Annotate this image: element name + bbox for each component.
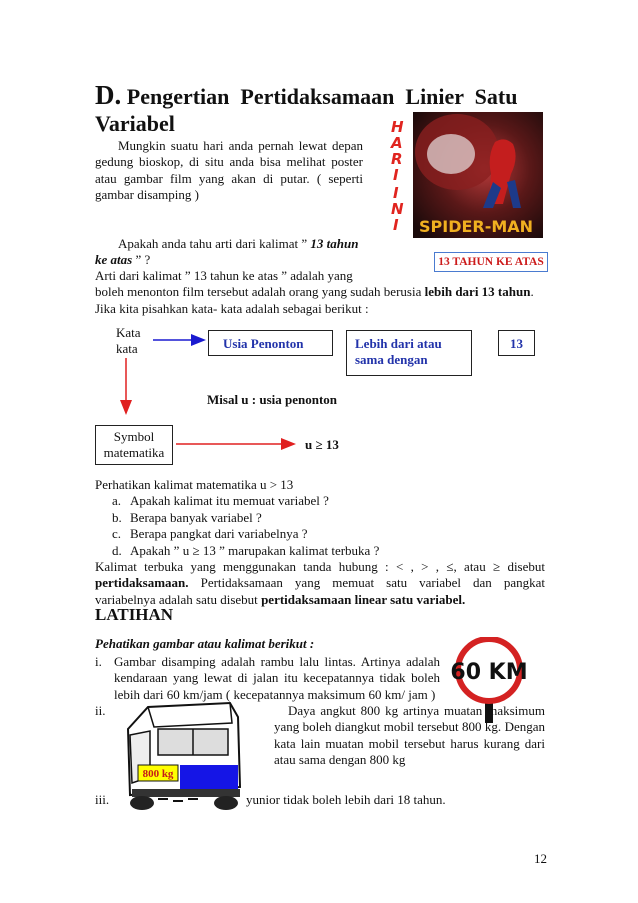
meaning-line2b: lebih dari 13 tahun [424,284,531,300]
age-rating-badge: 13 TAHUN KE ATAS [434,252,548,272]
kata-label: Kata kata [116,325,141,357]
section-title-line1: Pengertian Pertidaksamaan Linier Satu [126,84,518,109]
latihan-item-iii-text: yunior tidak boleh lebih dari 18 tahun. [246,792,446,807]
truck-art [118,699,246,811]
page-number: 12 [534,851,547,866]
definition-term2: pertidaksamaan linear satu variabel. [261,591,466,607]
box-usia-penonton [208,330,333,356]
meaning-line2c: . [530,284,534,300]
box-symbol-matematika [95,425,173,465]
latihan-item-ii-marker: ii. [95,703,106,718]
box-usia-label: Usia Penonton [223,336,304,351]
intro-paragraph: Mungkin suatu hari anda pernah lewat depan gedung bioskop, di situ anda bisa melihat poster atau gambar film yang akan di putar. ( seperti gambar disamping ) [95,138,363,203]
latihan-item-i: i. Gambar disamping adalah rambu lalu lintas. Artinya adalah kendaraan yang lewat di jalan itu kecepatannya tidak boleh lebih dari 60 km/jam ( kecepatannya maksimum 60 km/ jam ) [95,654,440,702]
question-part2: ” ? [132,252,151,268]
symbol-label: Symbol matematika [103,429,165,461]
question-emph2: ke atas [95,252,133,268]
box-lebih-label: Lebih dari atau sama dengan [355,336,442,368]
poster-letter-7: I [393,216,399,234]
question-list [95,493,545,559]
poster-movie-title: SPIDER-MAN [419,217,534,236]
definition-part2: Pertidaksamaan yang memuat satu variabel dan pangkat variabelnya adalah satu disebut [95,575,545,607]
latihan-item-iii-marker: iii. [95,792,110,807]
truck-image [118,699,246,811]
speed-sign-text: 60 KM [450,660,528,685]
meaning-line2a: boleh menonton film tersebut adalah orang yang sudah berusia [95,284,425,300]
poster-letter-1: H [391,118,404,136]
meaning-line1: Arti dari kalimat ” 13 tahun ke atas ” adalah yang [95,268,353,283]
poster-letter-5: I [393,184,399,202]
meaning-line3: Jika kita pisahkan kata- kata adalah sebagai berikut : [95,300,369,316]
box-13 [498,330,535,356]
definition-part1: Kalimat terbuka yang menggunakan tanda hubung : < , > , ≤, atau ≥ disebut [95,559,545,574]
list-item: c. Berapa pangkat dari variabelnya ? [112,526,308,542]
section-letter: D. [95,80,122,110]
list-item: b. Berapa banyak variabel ? [112,509,262,525]
latihan-heading: LATIHAN [95,605,174,624]
box-13-label: 13 [510,336,523,351]
list-item: d. Apakah ” u ≥ 13 ” marupakan kalimat terbuka ? [112,542,380,558]
poster-letter-4: I [393,166,399,184]
section-title-line2: Variabel [95,111,175,136]
definition-paragraph [95,559,545,608]
question-emph1: 13 tahun [310,236,359,251]
questions-block [95,477,545,559]
questions-intro: Perhatikan kalimat matematika u > 13 [95,477,294,492]
definition-term1: pertidaksamaan. [95,575,189,591]
poster-letter-6: N [391,200,404,218]
truck-label: 800 kg [142,768,174,780]
math-result: u ≥ 13 [305,437,339,452]
box-lebih-dari [346,330,472,376]
poster-letter-2: A [391,134,403,152]
misal-text: Misal u : usia penonton [207,392,338,407]
latihan-instruction: Pehatikan gambar atau kalimat berikut : [95,636,315,651]
question-part1: Apakah anda tahu arti dari kalimat ” [118,236,311,251]
latihan-item-i-text: Gambar disamping adalah rambu lalu lintas. Artinya adalah kendaraan yang lewat di jalan itu kecepatannya tidak boleh lebih dari 60 km/jam ( kecepatannya maksimum 60 km/ jam ) [114,654,440,702]
poster-letter-3: R [391,150,403,168]
list-item: a. Apakah kalimat itu memuat variabel ? [112,493,329,509]
latihan-item-ii-text: Daya angkut 800 kg artinya muatan maksimum yang boleh diangkut mobil tersebut 800 kg. Dengan kata lain muatan mobil tersebut harus kurang dari atau sama dengan 800 kg [274,703,545,768]
